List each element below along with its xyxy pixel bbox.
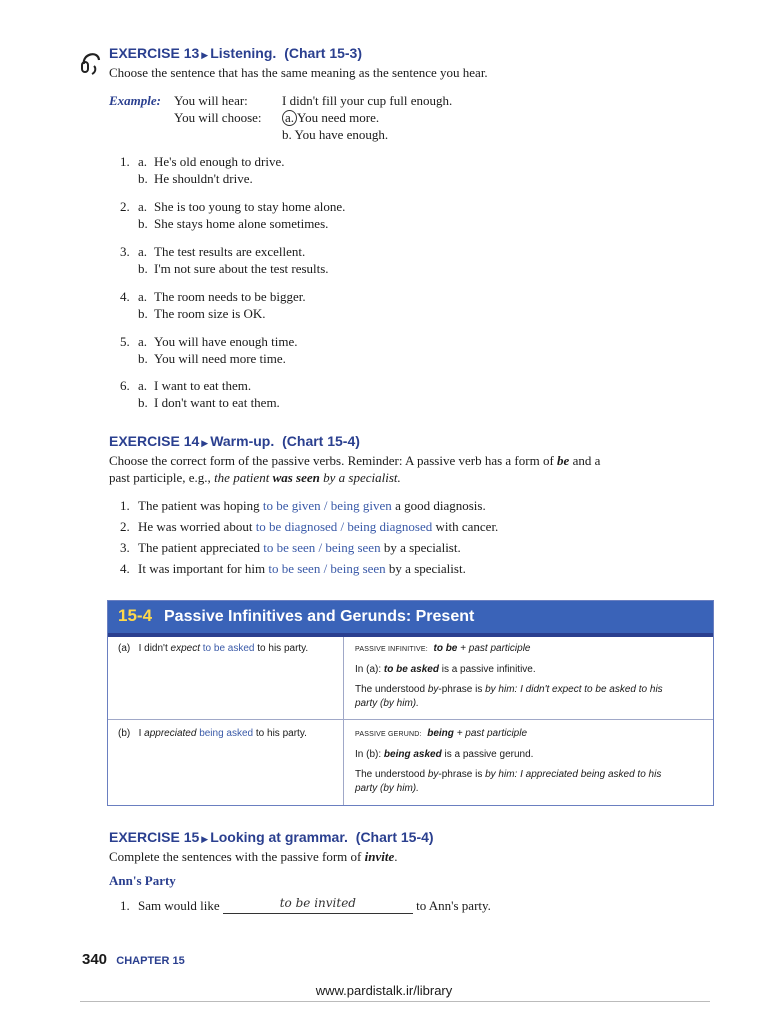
item-number: 5. — [120, 334, 130, 349]
choice-letter-a[interactable]: a. — [138, 244, 148, 259]
item-number: 6. — [120, 378, 130, 393]
exercise-13-item — [120, 288, 306, 322]
item-prefix: It was important for him — [138, 561, 266, 576]
item-number: 1. — [120, 498, 130, 513]
exercise-13-item — [120, 198, 345, 232]
verb-options[interactable]: to be seen / being seen — [263, 540, 381, 555]
chart-title: Passive Infinitives and Gerunds: Present — [164, 608, 475, 625]
exercise-15-instruction: Complete the sentences with the passive form of invite. — [109, 849, 398, 864]
exercise-14-item — [120, 539, 461, 556]
exercise-14-item — [120, 560, 466, 577]
footer-url[interactable]: www.pardistalk.ir/library — [315, 983, 453, 998]
item-number: 4. — [120, 289, 130, 304]
verb-options[interactable]: to be given / being given — [262, 498, 392, 513]
exercise-14-item — [120, 518, 498, 535]
verb-options[interactable]: to be seen / being seen — [268, 561, 386, 576]
chart-column-divider — [343, 637, 344, 805]
answer-blank[interactable] — [223, 898, 413, 914]
choice-letter-a[interactable]: a. — [138, 289, 148, 304]
chart-row-b-example: (b) I appreciated being asked to his party. — [118, 728, 307, 739]
choice-letter-b[interactable]: b. — [138, 351, 148, 366]
hear-text: I didn't fill your cup full enough. — [282, 93, 453, 108]
exercise-14-item — [120, 497, 486, 514]
exercise-13-item — [120, 153, 285, 187]
headphones-icon — [80, 48, 102, 76]
item-suffix: a good diagnosis. — [395, 498, 486, 513]
verb-options[interactable]: to be diagnosed / being diagnosed — [255, 519, 433, 534]
choice-letter-b[interactable]: b. — [138, 171, 148, 186]
choice-a-text: She is too young to stay home alone. — [154, 199, 346, 214]
page-footer — [82, 951, 185, 970]
choice-a-text: He's old enough to drive. — [154, 154, 285, 169]
choice-a-text: The room needs to be bigger. — [154, 289, 306, 304]
exercise-13-item — [120, 377, 280, 411]
choice-letter-a[interactable]: a. — [138, 378, 148, 393]
item-number: 2. — [120, 519, 130, 534]
item-prefix: He was worried about — [138, 519, 253, 534]
hear-label: You will hear: — [174, 93, 248, 108]
page-number: 340 — [82, 951, 108, 968]
choice-a-text: The test results are excellent. — [154, 244, 306, 259]
choice-a-circled: a. You need more. — [282, 109, 379, 126]
choice-letter-a[interactable]: a. — [138, 154, 148, 169]
choice-b-text: I don't want to eat them. — [154, 395, 280, 410]
example-block — [109, 92, 529, 144]
choice-b-text: She stays home alone sometimes. — [154, 216, 329, 231]
choose-label: You will choose: — [174, 110, 262, 125]
chart-number: 15-4 — [118, 606, 153, 625]
chart-row-a-example: (a) I didn't expect to be asked to his party. — [118, 643, 309, 654]
choice-letter-a[interactable]: a. — [138, 334, 148, 349]
exercise-13-instruction: Choose the sentence that has the same meaning as the sentence you hear. — [109, 65, 488, 80]
chart-15-4 — [107, 600, 714, 806]
exercise-14-heading: EXERCISE 14 ▶ Warm-up. (Chart 15-4) — [109, 433, 360, 449]
choice-letter-b[interactable]: b. — [138, 395, 148, 410]
item-prefix: The patient appreciated — [138, 540, 260, 555]
choice-b-text: I'm not sure about the test results. — [154, 261, 329, 276]
item-number: 3. — [120, 540, 130, 555]
exercise-13-item — [120, 333, 297, 367]
item-number: 4. — [120, 561, 130, 576]
item-suffix: by a specialist. — [388, 561, 466, 576]
item-prefix: The patient was hoping — [138, 498, 260, 513]
choice-letter-b[interactable]: b. — [138, 216, 148, 231]
chart-row-divider — [108, 719, 713, 720]
exercise-15-subhead: Ann's Party — [109, 873, 176, 888]
choice-letter-a[interactable]: a. — [138, 199, 148, 214]
item-number: 1. — [120, 154, 130, 169]
choice-b: b. You have enough. — [282, 127, 389, 142]
item-number: 2. — [120, 199, 130, 214]
choice-a-text: You will have enough time. — [154, 334, 298, 349]
item-suffix: by a specialist. — [383, 540, 461, 555]
chart-title-bar — [108, 601, 713, 637]
chart-row-a-explanation: PASSIVE INFINITIVE: to be + past participle In (a): to be asked is a passive infinitive. The understood by-phrase is by him: I didn't expect to be asked to his party (by him). — [355, 643, 663, 709]
chart-row-b-explanation: PASSIVE GERUND: being + past participle In (b): being asked is a passive gerund. The understood by-phrase is by him: I appreciated being asked to his party (by him). — [355, 728, 662, 794]
choice-letter-b[interactable]: b. — [138, 261, 148, 276]
choice-a-text: I want to eat them. — [154, 378, 252, 393]
footer-rule — [80, 1001, 710, 1002]
exercise-15-item-1: 1. Sam would like to be invited to Ann's party. — [120, 896, 491, 913]
exercise-15-heading: EXERCISE 15 ▶ Looking at grammar. (Chart 15-4) — [109, 829, 434, 845]
item-suffix: with cancer. — [435, 519, 499, 534]
exercise-13-item — [120, 243, 329, 277]
choice-b-text: The room size is OK. — [154, 306, 266, 321]
exercise-13-heading: EXERCISE 13 ▶ Listening. (Chart 15-3) — [109, 45, 362, 61]
choice-b-text: You will need more time. — [154, 351, 286, 366]
choice-letter-b[interactable]: b. — [138, 306, 148, 321]
example-label: Example: — [109, 93, 161, 108]
handwritten-answer: to be invited — [279, 896, 356, 910]
chapter-label: CHAPTER 15 — [116, 955, 185, 967]
exercise-14-instruction: Choose the correct form of the passive verbs. Reminder: A passive verb has a form of be and a past participle, e.g., the patient was seen by a specialist. — [109, 453, 601, 485]
item-number: 3. — [120, 244, 130, 259]
choice-b-text: He shouldn't drive. — [154, 171, 253, 186]
